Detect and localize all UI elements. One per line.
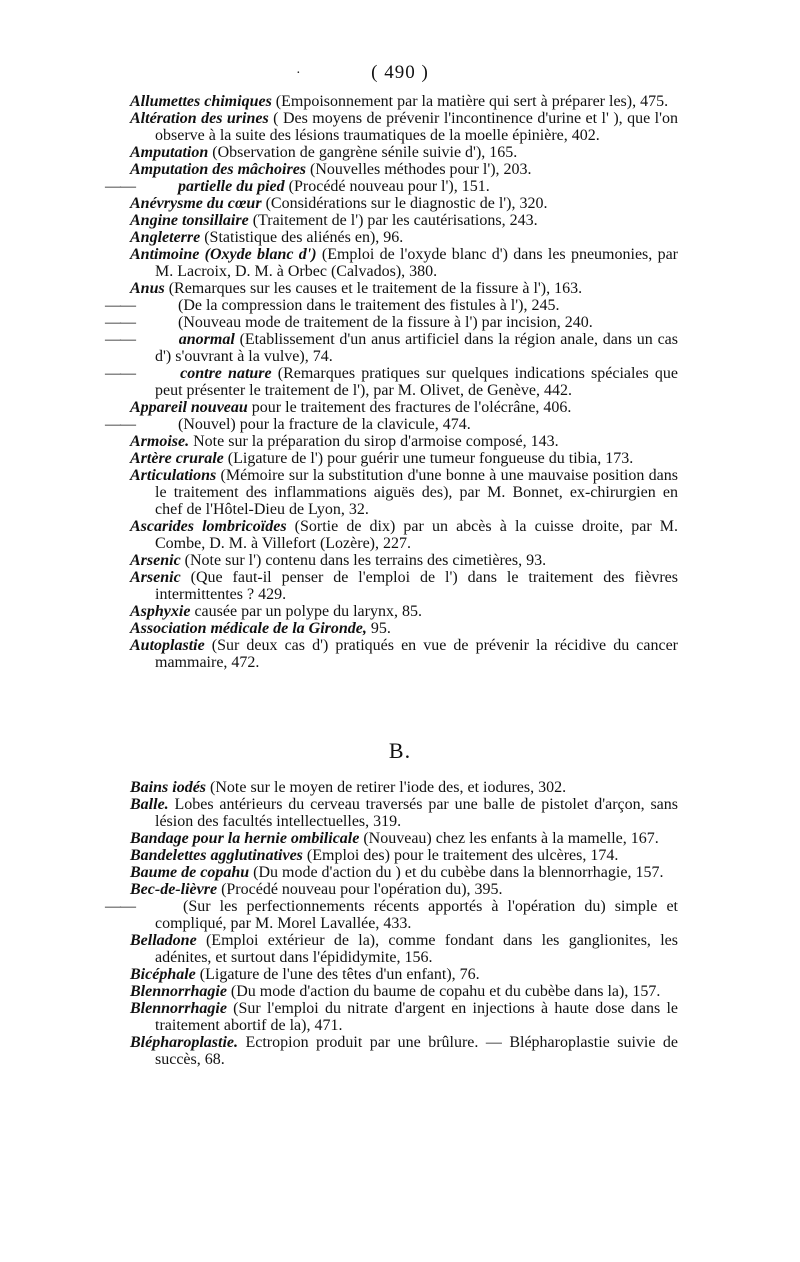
entry-text: (Ligature de l') pour guérir une tumeur fongueuse du tibia, 173. [223, 450, 634, 467]
entry-text: (Ligature de l'une des têtes d'un enfant), 76. [195, 966, 480, 983]
entry-headword: Bains iodés [130, 779, 207, 796]
entry-headword: Anus [130, 280, 165, 297]
index-entry [130, 450, 678, 467]
entry-text: 95. [366, 620, 391, 637]
entry-headword: Bandelettes agglutinatives [130, 847, 303, 864]
entry-text: (Procédé nouveau pour l'opération du), 395. [217, 881, 503, 898]
entry-text: (Statistique des aliénés en), 96. [200, 229, 404, 246]
entry-text: (Du mode d'action du baume de copahu et du cubèbe dans la), 157. [226, 983, 661, 1000]
index-entry [130, 620, 678, 637]
index-entry [130, 983, 678, 1000]
entry-headword: Bandage pour la hernie ombilicale [130, 830, 360, 847]
index-entry [130, 847, 678, 864]
index-entry [130, 246, 678, 280]
entry-headword: Blépharoplastie. [130, 1034, 239, 1051]
ditto-dash: —— [105, 416, 135, 433]
index-entry [130, 779, 678, 796]
entry-headword: Bec-de-lièvre [130, 881, 218, 898]
entry-headword: contre nature [174, 365, 272, 382]
index-entry [130, 966, 678, 983]
entry-headword: Bicéphale [130, 966, 196, 983]
index-entry [130, 830, 678, 847]
entry-text: (Emploi de l'oxyde blanc d') dans les pneumonies, par M. Lacroix, D. M. à Orbec (Calvados), 380. [155, 246, 678, 280]
entry-text: Lobes antérieurs du cerveau traversés par une balle de pistolet d'arçon, sans lésion des facultés intellectuelles, 319. [155, 796, 678, 830]
index-entry [130, 881, 678, 898]
index-entry [130, 932, 678, 966]
entry-text: (Emploi des) pour le traitement des ulcères, 174. [302, 847, 619, 864]
index-entry [130, 637, 678, 671]
ditto-dash: —— [105, 178, 135, 195]
index-entry [105, 297, 678, 314]
index-entry [130, 161, 678, 178]
entry-text: (Sur les perfectionnements récents apportés à l'opération du) simple et compliqué, par M. Morel Lavallée, 433. [155, 898, 678, 932]
index-entry [130, 93, 678, 110]
entry-text: (Note sur le moyen de retirer l'iode des, et iodures, 302. [206, 779, 567, 796]
index-entry [105, 365, 679, 399]
entry-text: Note sur la préparation du sirop d'armoise composé, 143. [189, 433, 559, 450]
entry-text: (Remarques pratiques sur quelques indications spéciales que peut présenter le traitement de l'), par M. Olivet, de Genève, 442. [155, 365, 679, 399]
index-entry [130, 229, 678, 246]
entry-headword: Altération des urines [130, 110, 269, 127]
entry-text: (Considérations sur le diagnostic de l'), 320. [261, 195, 548, 212]
index-entry [130, 110, 678, 144]
entry-text: (Emploi extérieur de la), comme fondant dans les ganglionites, les adénites, et surtout dans l'épididymite, 156. [155, 932, 678, 966]
entry-text: (Nouveau mode de traitement de la fissure à l') par incision, 240. [174, 314, 593, 331]
entry-text: (Sortie de dix) par un abcès à la cuisse droite, par M. Combe, D. M. à Villefort (Lozère), 227. [155, 518, 679, 552]
entry-text: (De la compression dans le traitement des fistules à l'), 245. [174, 297, 560, 314]
entry-text: (Sur l'emploi du nitrate d'argent en injections à haute dose dans le traitement abortif de la), 471. [155, 1000, 678, 1034]
entry-text: (Observation de gangrène sénile suivie d'), 165. [208, 144, 518, 161]
index-entry [130, 864, 678, 881]
index-entry [130, 212, 678, 229]
index-entry [105, 178, 678, 195]
entry-text: (Nouvel) pour la fracture de la clavicule, 474. [174, 416, 471, 433]
entry-headword: Asphyxie [130, 603, 191, 620]
entry-headword: Balle. [130, 796, 169, 813]
entry-headword: Articulations [130, 467, 217, 484]
ditto-dash: —— [105, 297, 135, 314]
index-entry [130, 1034, 678, 1068]
ditto-dash: —— [105, 331, 135, 348]
index-entry [130, 569, 678, 603]
entry-text: Ectropion produit par une brûlure. — Blépharoplastie suivie de succès, 68. [155, 1034, 678, 1068]
entry-text: (Nouveau) chez les enfants à la mamelle, 167. [359, 830, 659, 847]
index-entry [105, 331, 679, 365]
index-entry [130, 552, 678, 569]
entry-headword: Amputation des mâchoires [130, 161, 307, 178]
entry-text: (Procédé nouveau pour l'), 151. [284, 178, 490, 195]
entry-text: (Nouvelles méthodes pour l'), 203. [306, 161, 532, 178]
print-mark: · [296, 66, 301, 81]
ditto-dash: —— [105, 898, 135, 915]
index-entry [130, 144, 678, 161]
entry-text: (Que faut-il penser de l'emploi de l') dans le traitement des fièvres intermittentes ? 429. [155, 569, 678, 603]
entry-headword: Appareil nouveau [130, 399, 248, 416]
index-entry [130, 280, 678, 297]
entry-headword: Angine tonsillaire [130, 212, 249, 229]
index-entry [130, 399, 678, 416]
entry-headword: Allumettes chimiques [130, 93, 272, 110]
entry-text: (Remarques sur les causes et le traitement de la fissure à l'), 163. [164, 280, 583, 297]
entry-text: pour le traitement des fractures de l'olécrâne, 406. [247, 399, 572, 416]
entry-headword: Artère crurale [130, 450, 224, 467]
entry-text: (Note sur l') contenu dans les terrains des cimetières, 93. [180, 552, 547, 569]
index-entry [105, 898, 678, 932]
index-entry [105, 314, 678, 331]
index-entry [130, 1000, 678, 1034]
entry-headword: Baume de copahu [130, 864, 250, 881]
entry-headword: Autoplastie [130, 637, 205, 654]
index-entry [130, 467, 678, 518]
entry-text: causée par un polype du larynx, 85. [190, 603, 422, 620]
entry-text: (Traitement de l') par les cautérisations, 243. [248, 212, 538, 229]
entry-text: (Mémoire sur la substitution d'une bonne à une mauvaise position dans le traitement des inflammations aiguës des), par M. Bonnet, ex-chirurgien en chef de l'Hôtel-Dieu de Lyon, 32. [155, 467, 678, 518]
index-entry [130, 796, 678, 830]
entry-headword: Armoise. [130, 433, 190, 450]
entry-headword: Association médicale de la Gironde, [130, 620, 367, 637]
ditto-dash: —— [105, 365, 135, 382]
section-b-entries [105, 779, 678, 1068]
index-entry [130, 603, 678, 620]
index-entry [105, 416, 678, 433]
section-b-heading: B. [388, 738, 412, 763]
entry-headword: Ascarides lombricoïdes [130, 518, 287, 535]
index-entry [130, 518, 678, 552]
section-a-entries [105, 93, 679, 671]
entry-headword: Amputation [130, 144, 209, 161]
entry-headword: Blennorrhagie [130, 1000, 227, 1017]
entry-text: ( Des moyens de prévenir l'incontinence d'urine et l' ), que l'on observe à la suite des lésions traumatiques de la moelle épinière, 402. [155, 110, 678, 144]
index-entry [130, 433, 678, 450]
entry-headword: Arsenic [130, 552, 181, 569]
entry-headword: Arsenic [130, 569, 181, 586]
entry-text: (Etablissement d'un anus artificiel dans la région anale, dans un cas d') s'ouvrant à la vulve), 74. [155, 331, 679, 365]
entry-headword: Blennorrhagie [130, 983, 227, 1000]
entry-headword: partielle du pied [174, 178, 285, 195]
entry-headword: anormal [174, 331, 235, 348]
entry-text: (Sur deux cas d') pratiqués en vue de prévenir la récidive du cancer mammaire, 472. [155, 637, 678, 671]
entry-text: (Empoisonnement par la matière qui sert à préparer les), 475. [271, 93, 669, 110]
entry-headword: Anévrysme du cœur [130, 195, 262, 212]
entry-headword: Antimoine (Oxyde blanc d') [130, 246, 317, 263]
entry-headword: Angleterre [130, 229, 201, 246]
page-number: ( 490 ) [371, 62, 429, 83]
ditto-dash: —— [105, 314, 135, 331]
entry-text: (Du mode d'action du ) et du cubèbe dans la blennorrhagie, 157. [249, 864, 664, 881]
index-entry [130, 195, 678, 212]
entry-headword: Belladone [130, 932, 197, 949]
